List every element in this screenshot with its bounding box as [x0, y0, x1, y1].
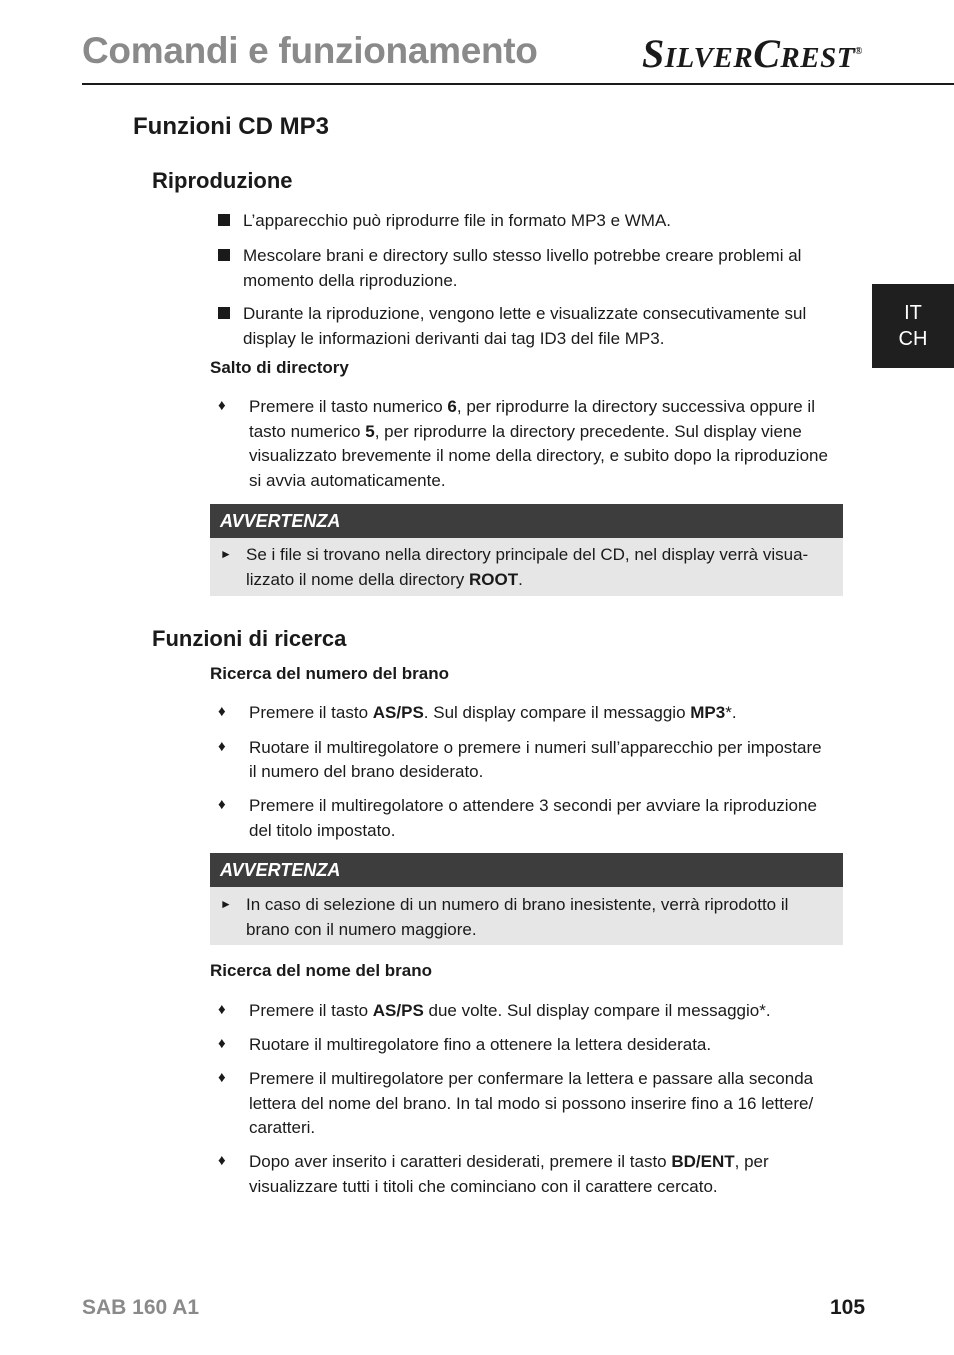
bullet-square [218, 249, 230, 261]
header-divider [82, 83, 954, 85]
diamond-bullet-icon: ♦ [218, 1152, 226, 1169]
warning-text: lizzato il nome della directory ROOT. [246, 570, 523, 589]
step-text: Ruotare il multiregolatore o premere i numeri sull’apparecchio per impostare [249, 738, 822, 757]
subsection-title-ricerca: Funzioni di ricerca [152, 626, 347, 651]
arrow-right-icon: ► [220, 547, 232, 561]
step-text: Dopo aver inserito i caratteri desiderati, premere il tasto BD/ENT, per [249, 1152, 769, 1171]
subheading-nome-brano: Ricerca del nome del brano [210, 961, 433, 980]
step-text: Premere il tasto AS/PS due volte. Sul display compare il messaggio*. [249, 1001, 771, 1020]
step-text: caratteri. [249, 1118, 316, 1137]
diamond-bullet-icon: ♦ [218, 397, 226, 414]
lang-code-ch: CH [898, 328, 928, 350]
bullet-square [218, 214, 230, 226]
lang-code-it: IT [904, 302, 922, 324]
step-text: lettera del nome del brano. In tal modo si possono inserire fino a 16 lettere/ [249, 1094, 814, 1113]
arrow-right-icon: ► [220, 897, 232, 911]
step-text: tasto numerico 5, per riprodurre la directory precedente. Sul display viene [249, 422, 802, 441]
diamond-bullet-icon: ♦ [218, 703, 226, 720]
language-tab [872, 284, 954, 368]
warning-text: Se i file si trovano nella directory principale del CD, nel display verrà visua- [246, 545, 809, 564]
step-text: si avvia automaticamente. [249, 471, 446, 490]
bullet-square [218, 307, 230, 319]
diamond-bullet-icon: ♦ [218, 796, 226, 813]
subsection-title-riproduzione: Riproduzione [152, 168, 293, 193]
diamond-bullet-icon: ♦ [218, 738, 226, 755]
step-text: visualizzare tutti i titoli che cominciano con il carattere cercato. [249, 1177, 718, 1196]
step-text: Premere il tasto numerico 6, per riprodurre la directory successiva oppure il [249, 397, 815, 416]
warning-text: brano con il numero maggiore. [246, 920, 477, 939]
bullet-text: momento della riproduzione. [243, 271, 458, 290]
warning-header: AVVERTENZA [210, 504, 843, 538]
step-text: visualizzato brevemente il nome della directory, e subito dopo la riproduzione [249, 446, 828, 465]
warning-header: AVVERTENZA [210, 853, 843, 887]
step-text: Premere il multiregolatore per confermare la lettera e passare alla seconda [249, 1069, 814, 1088]
step-text: Premere il multiregolatore o attendere 3 secondi per avviare la riproduzione [249, 796, 817, 815]
footer-model-number: SAB 160 A1 [82, 1296, 200, 1319]
diamond-bullet-icon: ♦ [218, 1001, 226, 1018]
section-title: Funzioni CD MP3 [133, 113, 329, 140]
bullet-text: display le informazioni derivanti dai tag ID3 del file MP3. [243, 329, 665, 348]
brand-logo: SILVERCREST® [642, 31, 863, 76]
step-text: Premere il tasto AS/PS. Sul display compare il messaggio MP3*. [249, 703, 737, 722]
subheading-salto-directory: Salto di directory [210, 358, 349, 377]
warning-text: In caso di selezione di un numero di brano inesistente, verrà riprodotto il [246, 895, 789, 914]
bullet-text: Durante la riproduzione, vengono lette e visualizzate consecutivamente sul [243, 304, 807, 323]
diamond-bullet-icon: ♦ [218, 1069, 226, 1086]
step-text: del titolo impostato. [249, 821, 396, 840]
page-header-title: Comandi e funzionamento [82, 30, 538, 71]
footer-page-number: 105 [830, 1296, 866, 1319]
subheading-numero-brano: Ricerca del numero del brano [210, 664, 450, 683]
step-text: il numero del brano desiderato. [249, 762, 484, 781]
step-text: Ruotare il multiregolatore fino a ottenere la lettera desiderata. [249, 1035, 712, 1054]
diamond-bullet-icon: ♦ [218, 1035, 226, 1052]
bullet-text: Mescolare brani e directory sullo stesso livello potrebbe creare problemi al [243, 246, 802, 265]
bullet-text: L’apparecchio può riprodurre file in formato MP3 e WMA. [243, 211, 672, 230]
